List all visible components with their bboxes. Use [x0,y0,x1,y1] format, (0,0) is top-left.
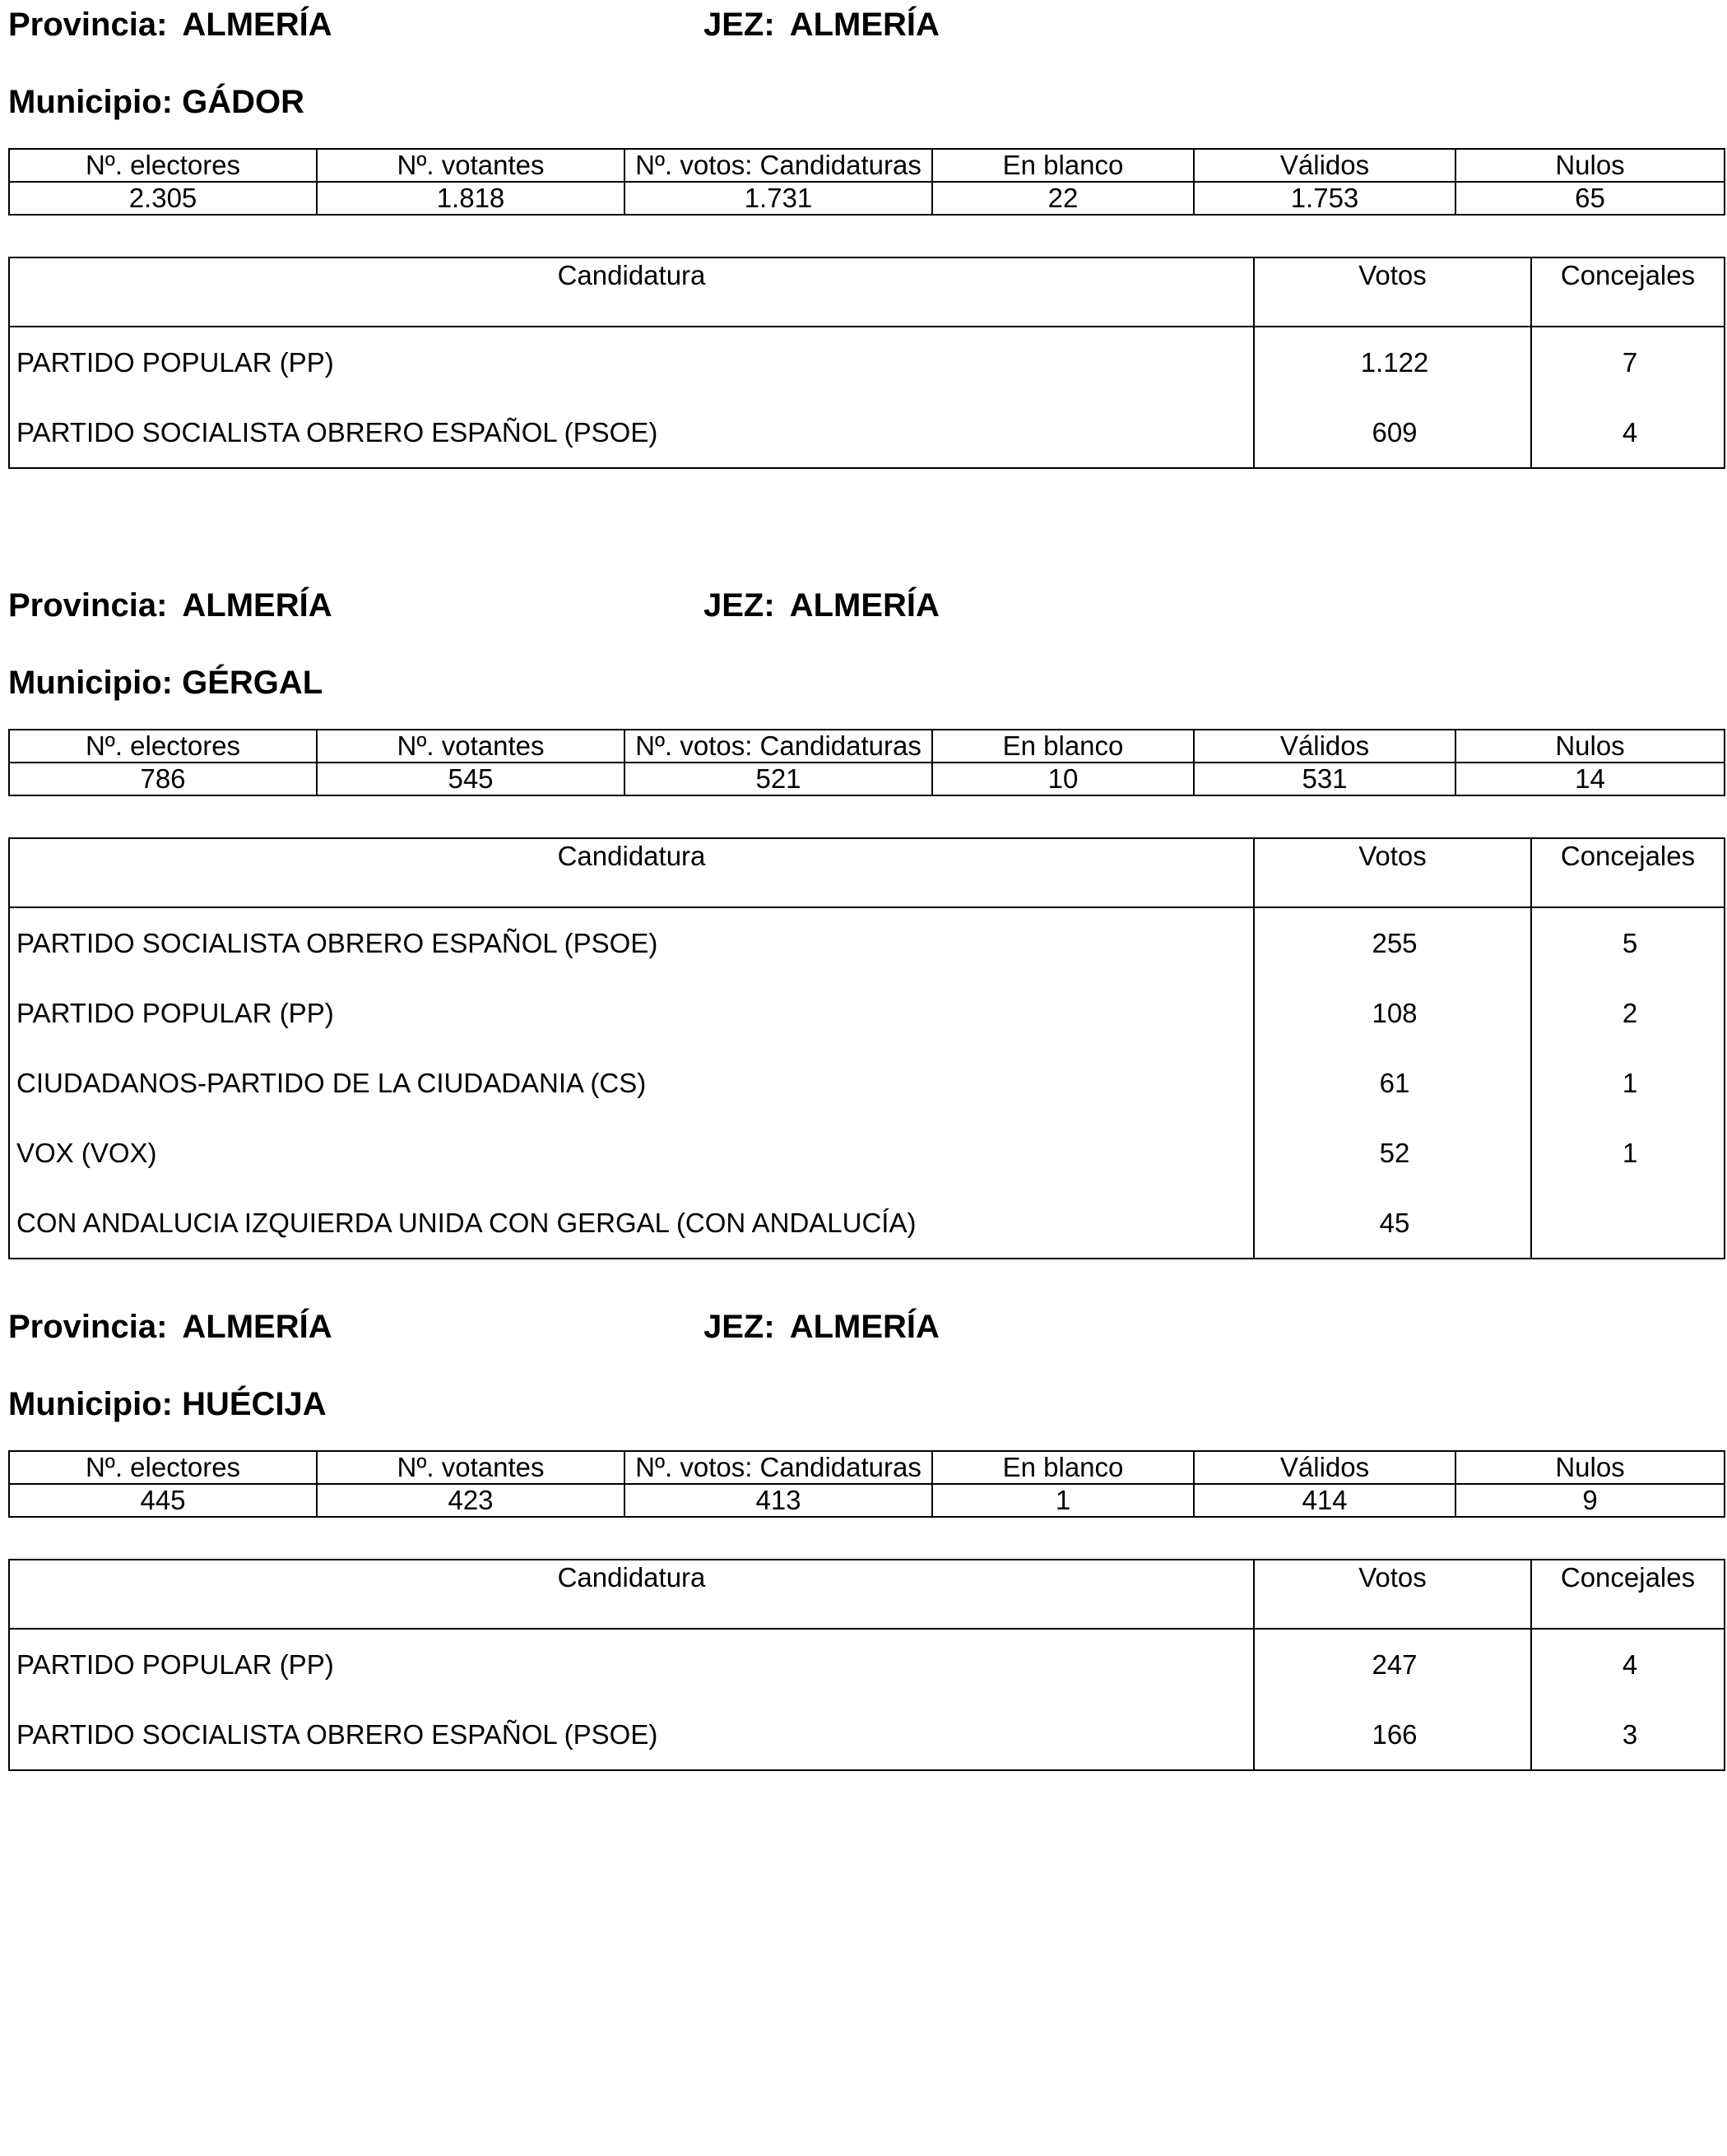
votos-header: Votos [1254,1560,1531,1629]
candidaturas-header-row [9,257,1725,327]
stats-table [8,1450,1725,1518]
candidatura-name: PARTIDO POPULAR (PP) [9,1629,1254,1699]
candidatura-row [9,1699,1725,1770]
municipio-value: GÁDOR [182,84,304,120]
stats-value-cell: 10 [932,763,1194,795]
jez-value: ALMERÍA [789,1309,940,1345]
provincia-value: ALMERÍA [182,7,332,43]
candidaturas-table [8,1559,1725,1771]
stats-header-cell: Nº. votos: Candidaturas [624,730,932,763]
stats-header-cell: Válidos [1194,730,1455,763]
stats-header-cell: En blanco [932,1451,1194,1484]
concejales-header: Concejales [1531,838,1725,907]
candidatura-name: PARTIDO SOCIALISTA OBRERO ESPAÑOL (PSOE) [9,1699,1254,1770]
candidatura-votos: 1.122 [1254,327,1531,397]
concejales-header: Concejales [1531,1560,1725,1629]
municipio-value: HUÉCIJA [182,1386,327,1422]
candidatura-votos: 609 [1254,397,1531,468]
stats-value-cell: 1 [932,1484,1194,1517]
stats-header-cell: Nº. electores [9,730,317,763]
candidatura-votos: 61 [1254,1048,1531,1118]
stats-header-cell: Válidos [1194,149,1455,182]
stats-value-cell: 1.731 [624,182,932,215]
candidatura-name: PARTIDO SOCIALISTA OBRERO ESPAÑOL (PSOE) [9,907,1254,978]
candidatura-votos: 247 [1254,1629,1531,1699]
stats-header-cell: En blanco [932,149,1194,182]
provincia-value: ALMERÍA [182,587,332,624]
stats-header-cell: Nº. votantes [317,1451,624,1484]
candidatura-row [9,907,1725,978]
candidaturas-header-row [9,838,1725,907]
municipio-label: Municipio: [8,1386,173,1422]
candidatura-name: VOX (VOX) [9,1118,1254,1188]
candidatura-concejales: 1 [1531,1048,1725,1118]
stats-value-row [9,1484,1725,1517]
candidatura-row [9,327,1725,397]
provincia-label: Provincia: [8,587,168,624]
provincia-label: Provincia: [8,1309,168,1345]
stats-header-row [9,1451,1725,1484]
municipio-heading [8,1384,327,1424]
municipio-heading [8,82,304,122]
candidatura-header: Candidatura [9,838,1254,907]
candidatura-votos: 52 [1254,1118,1531,1188]
stats-value-cell: 1.753 [1194,182,1455,215]
stats-value-cell: 413 [624,1484,932,1517]
stats-table [8,729,1725,796]
stats-value-cell: 786 [9,763,317,795]
stats-header-cell: Nº. votos: Candidaturas [624,1451,932,1484]
stats-value-cell: 1.818 [317,182,624,215]
candidaturas-header-row [9,1560,1725,1629]
candidatura-name: CON ANDALUCIA IZQUIERDA UNIDA CON GERGAL (CON ANDALUCÍA) [9,1188,1254,1259]
candidatura-concejales: 5 [1531,907,1725,978]
provincia-heading [8,1307,332,1347]
candidatura-votos: 255 [1254,907,1531,978]
stats-header-cell: Nº. electores [9,149,317,182]
votos-header: Votos [1254,257,1531,327]
candidatura-row [9,978,1725,1048]
votos-header: Votos [1254,838,1531,907]
candidatura-concejales: 1 [1531,1118,1725,1188]
candidatura-votos: 166 [1254,1699,1531,1770]
provincia-heading [8,5,332,44]
jez-value: ALMERÍA [789,7,940,43]
candidatura-concejales [1531,1188,1725,1259]
candidaturas-table [8,257,1725,469]
municipio-label: Municipio: [8,84,173,120]
stats-table [8,148,1725,216]
candidatura-concejales: 4 [1531,1629,1725,1699]
stats-header-row [9,149,1725,182]
candidatura-name: PARTIDO SOCIALISTA OBRERO ESPAÑOL (PSOE) [9,397,1254,468]
candidatura-row [9,1188,1725,1259]
stats-value-row [9,182,1725,215]
candidatura-name: PARTIDO POPULAR (PP) [9,978,1254,1048]
stats-value-cell: 2.305 [9,182,317,215]
candidatura-row [9,1118,1725,1188]
stats-header-row [9,730,1725,763]
candidatura-header: Candidatura [9,1560,1254,1629]
stats-value-cell: 22 [932,182,1194,215]
candidatura-votos: 108 [1254,978,1531,1048]
candidatura-row [9,1629,1725,1699]
jez-label: JEZ: [703,7,775,43]
stats-header-cell: Nº. votantes [317,730,624,763]
stats-header-cell: En blanco [932,730,1194,763]
municipio-heading [8,663,323,702]
stats-value-cell: 531 [1194,763,1455,795]
stats-value-row [9,763,1725,795]
jez-value: ALMERÍA [789,587,940,624]
stats-header-cell: Nº. electores [9,1451,317,1484]
candidatura-concejales: 7 [1531,327,1725,397]
stats-value-cell: 445 [9,1484,317,1517]
stats-value-cell: 65 [1455,182,1725,215]
candidatura-name: PARTIDO POPULAR (PP) [9,327,1254,397]
candidatura-name: CIUDADANOS-PARTIDO DE LA CIUDADANIA (CS) [9,1048,1254,1118]
jez-label: JEZ: [703,1309,775,1345]
municipio-label: Municipio: [8,665,173,701]
stats-header-cell: Nº. votantes [317,149,624,182]
stats-value-cell: 14 [1455,763,1725,795]
stats-value-cell: 9 [1455,1484,1725,1517]
stats-header-cell: Válidos [1194,1451,1455,1484]
concejales-header: Concejales [1531,257,1725,327]
jez-heading [703,1307,940,1347]
candidatura-header: Candidatura [9,257,1254,327]
jez-heading [703,5,940,44]
stats-value-cell: 521 [624,763,932,795]
candidatura-row [9,397,1725,468]
provincia-label: Provincia: [8,7,168,43]
stats-value-cell: 423 [317,1484,624,1517]
jez-label: JEZ: [703,587,775,624]
stats-header-cell: Nulos [1455,149,1725,182]
candidatura-votos: 45 [1254,1188,1531,1259]
municipio-value: GÉRGAL [182,665,323,701]
stats-header-cell: Nulos [1455,730,1725,763]
candidatura-concejales: 4 [1531,397,1725,468]
candidatura-concejales: 2 [1531,978,1725,1048]
stats-header-cell: Nulos [1455,1451,1725,1484]
candidaturas-table [8,837,1725,1259]
provincia-heading [8,586,332,625]
stats-header-cell: Nº. votos: Candidaturas [624,149,932,182]
stats-value-cell: 545 [317,763,624,795]
candidatura-concejales: 3 [1531,1699,1725,1770]
jez-heading [703,586,940,625]
stats-value-cell: 414 [1194,1484,1455,1517]
provincia-value: ALMERÍA [182,1309,332,1345]
candidatura-row [9,1048,1725,1118]
